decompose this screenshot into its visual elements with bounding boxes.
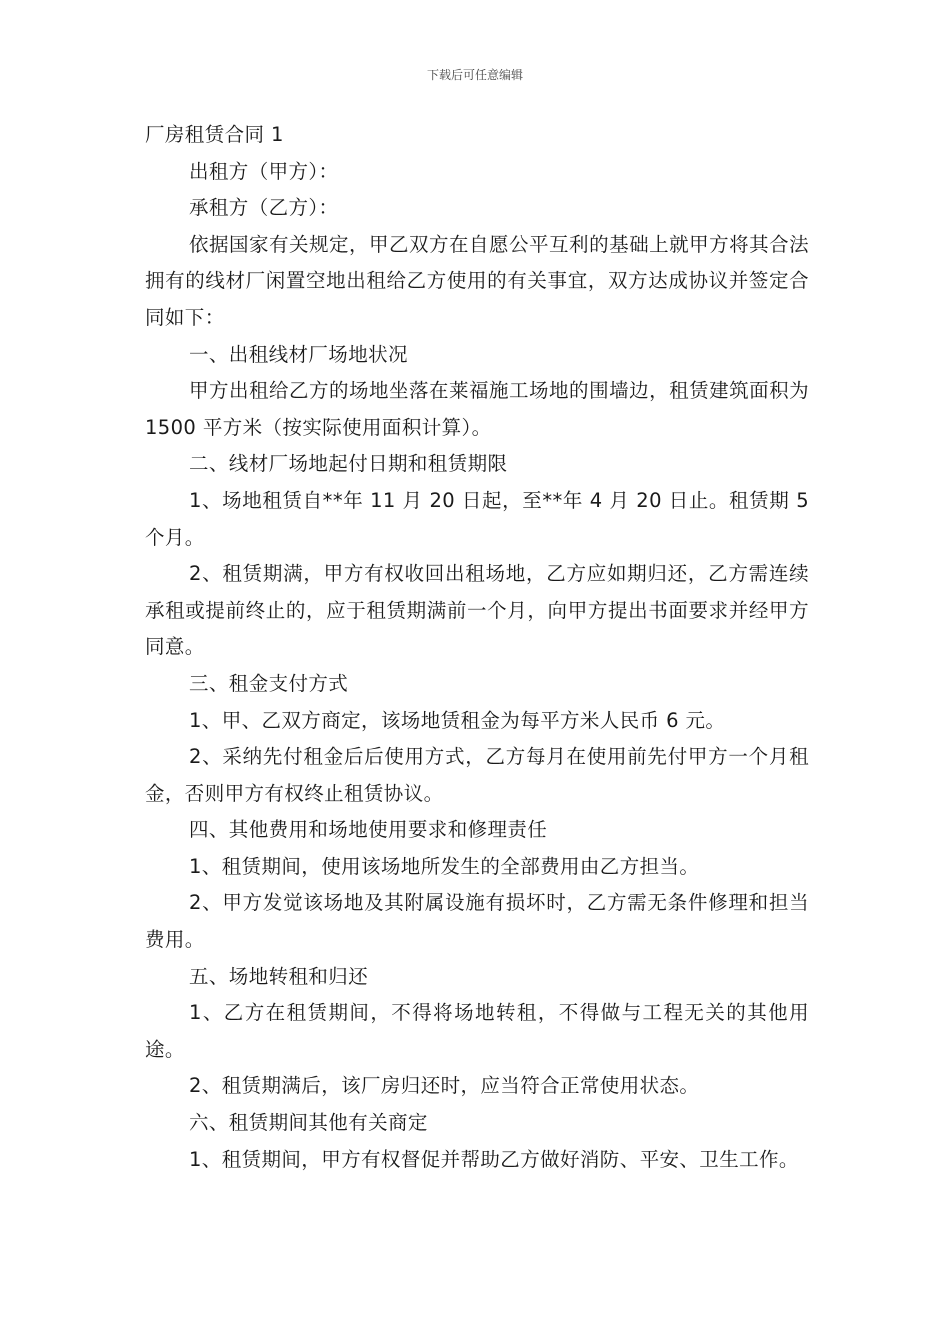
clause-paragraph: 2、租赁期满，甲方有权收回出租场地，乙方应如期归还，乙方需连续承租或提前终止的，应于租赁期满前一个月，向甲方提出书面要求并经甲方同意。 [145,562,809,659]
lessor-line: 出租方（甲方）： [189,159,339,183]
preamble-paragraph: 依据国家有关规定，甲乙双方在自愿公平互利的基础上就甲方将其合法拥有的线材厂闲置空地出租给乙方使用的有关事宜，双方达成协议并签定合同如下： [145,232,809,329]
clause-paragraph: 2、采纳先付租金后后使用方式，乙方每月在使用前先付甲方一个月租金，否则甲方有权终止租赁协议。 [145,745,809,805]
section-heading-3: 三、租金支付方式 [189,671,349,695]
clause-paragraph: 2、租赁期满后，该厂房归还时，应当符合正常使用状态。 [189,1074,700,1098]
clause-paragraph: 1、甲、乙双方商定，该场地赁租金为每平方米人民币 6 元。 [189,708,726,732]
section-heading-4: 四、其他费用和场地使用要求和修理责任 [189,818,548,842]
clause-paragraph: 1、场地租赁自**年 11 月 20 日起，至**年 4 月 20 日止。租赁期 5 个月。 [145,488,809,549]
section-heading-2: 二、线材厂场地起付日期和租赁期限 [189,452,508,476]
clause-paragraph: 1、乙方在租赁期间，不得将场地转租，不得做与工程无关的其他用途。 [145,1001,809,1061]
document-body [145,117,809,1178]
lessee-line: 承租方（乙方）： [189,196,339,220]
section-heading-6: 六、租赁期间其他有关商定 [189,1111,428,1135]
clause-paragraph: 1、租赁期间，使用该场地所发生的全部费用由乙方担当。 [189,854,700,878]
clause-paragraph: 2、甲方发觉该场地及其附属设施有损坏时，乙方需无条件修理和担当费用。 [145,891,809,952]
clause-paragraph: 1、租赁期间，甲方有权督促并帮助乙方做好消防、平安、卫生工作。 [189,1147,799,1171]
section-heading-5: 五、场地转租和归还 [189,964,369,988]
clause-paragraph: 甲方出租给乙方的场地坐落在莱福施工场地的围墙边，租赁建筑面积为 1500 平方米（按实际使用面积计算）。 [145,379,809,439]
section-heading-1: 一、出租线材厂场地状况 [189,342,408,366]
page-header: 下载后可任意编辑 [426,68,523,82]
document-title: 厂房租赁合同 1 [145,123,284,146]
